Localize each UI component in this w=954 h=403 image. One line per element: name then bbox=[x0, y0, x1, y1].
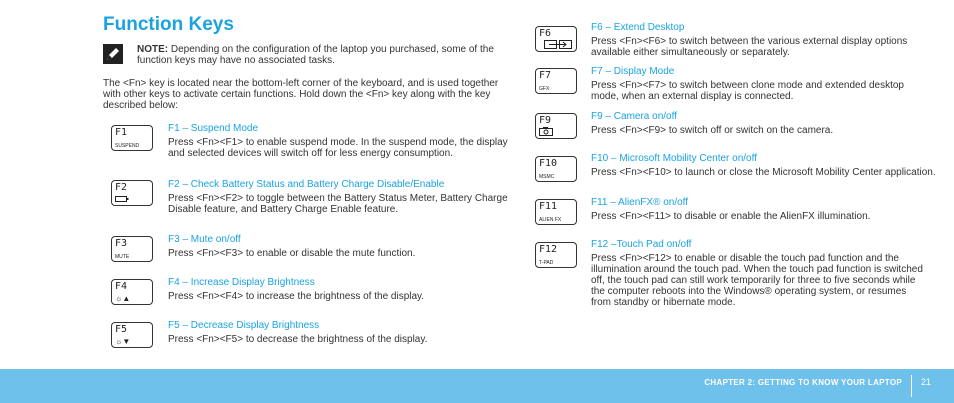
key-label: F7 bbox=[539, 70, 552, 81]
key-f4 bbox=[111, 279, 153, 305]
entry-desc: Press <Fn><F10> to launch or close the Microsoft Mobility Center application. bbox=[591, 167, 936, 178]
entry-heading: F12 –Touch Pad on/off bbox=[591, 239, 692, 250]
key-label: F5 bbox=[115, 324, 128, 335]
footer-divider bbox=[911, 375, 912, 397]
entry-heading: F9 – Camera on/off bbox=[591, 111, 677, 122]
key-label: F11 bbox=[539, 201, 558, 212]
entry-heading: F4 – Increase Display Brightness bbox=[168, 277, 315, 288]
entry-f3 bbox=[168, 234, 508, 259]
entry-desc: Press <Fn><F11> to disable or enable the AlienFX illumination. bbox=[591, 211, 871, 222]
note-text bbox=[137, 44, 515, 66]
entry-f11 bbox=[591, 197, 931, 222]
entry-desc: Press <Fn><F4> to increase the brightness of the display. bbox=[168, 291, 425, 302]
note-body: Depending on the configuration of the laptop you purchased, some of the function keys may have no associated tasks. bbox=[137, 44, 494, 66]
key-label: F6 bbox=[539, 28, 552, 39]
entry-desc: Press <Fn><F6> to switch between the various external display options available either simultaneously or separately. bbox=[591, 36, 908, 58]
key-f1 bbox=[111, 125, 153, 151]
entry-heading: F2 – Check Battery Status and Battery Charge Disable/Enable bbox=[168, 179, 445, 190]
entry-heading: F3 – Mute on/off bbox=[168, 234, 241, 245]
key-f6 bbox=[535, 26, 577, 52]
entry-f12 bbox=[591, 239, 926, 308]
chapter-label: CHAPTER 2: GETTING TO KNOW YOUR LAPTOP bbox=[704, 378, 902, 387]
entry-f10 bbox=[591, 153, 936, 178]
page-footer bbox=[0, 369, 954, 403]
entry-heading: F5 – Decrease Display Brightness bbox=[168, 320, 320, 331]
key-label: F4 bbox=[115, 281, 128, 292]
key-f5 bbox=[111, 322, 153, 348]
entry-desc: Press <Fn><F1> to enable suspend mode. In the suspend mode, the display and selected devices will switch off for less energy consumption. bbox=[168, 137, 508, 159]
entry-heading: F1 – Suspend Mode bbox=[168, 123, 259, 134]
key-sublabel: SUSPEND bbox=[115, 143, 140, 149]
key-sublabel: T-PAD bbox=[539, 260, 554, 266]
intro-paragraph: The <Fn> key is located near the bottom-left corner of the keyboard, and is used together with other keys to activate certain functions. Hold down the <Fn> key along with the key described below: bbox=[103, 78, 499, 111]
entry-desc: Press <Fn><F2> to toggle between the Battery Status Meter, Battery Charge Disable feature, and Battery Charge Enable feature. bbox=[168, 193, 508, 215]
entry-desc: Press <Fn><F12> to enable or disable the touch pad function and the illumination around the touch pad. When the touch pad function is switched off, the touch pad can still work temporarily for three to five seconds while the computer reboots into the Windows® operating system, or resumes from standby or hibernate mode. bbox=[591, 253, 923, 308]
entry-desc: Press <Fn><F3> to enable or disable the mute function. bbox=[168, 248, 416, 259]
key-f12 bbox=[535, 242, 577, 268]
key-sublabel: MSMC bbox=[539, 174, 555, 180]
entry-f6 bbox=[591, 22, 931, 58]
key-label: F2 bbox=[115, 182, 128, 193]
key-f2 bbox=[111, 180, 153, 206]
camera-icon bbox=[539, 127, 553, 136]
entry-heading: F6 – Extend Desktop bbox=[591, 22, 685, 33]
key-f11 bbox=[535, 199, 577, 225]
entry-desc: Press <Fn><F5> to decrease the brightness of the display. bbox=[168, 334, 428, 345]
note-label: NOTE: bbox=[137, 44, 169, 55]
entry-f1 bbox=[168, 123, 508, 159]
entry-heading: F11 – AlienFX® on/off bbox=[591, 197, 689, 208]
key-sublabel: MUTE bbox=[115, 254, 130, 260]
entry-heading: F10 – Microsoft Mobility Center on/off bbox=[591, 153, 757, 164]
entry-f9 bbox=[591, 111, 931, 136]
key-f7 bbox=[535, 68, 577, 94]
key-label: F10 bbox=[539, 158, 558, 169]
key-sublabel: ALIEN FX bbox=[539, 217, 562, 223]
brightness-up-icon: ☼▲ bbox=[115, 294, 131, 303]
page-number: 21 bbox=[921, 377, 932, 387]
key-label: F3 bbox=[115, 238, 128, 249]
brightness-down-icon: ☼▼ bbox=[115, 337, 131, 346]
pencil-note-icon bbox=[103, 44, 123, 64]
key-label: F12 bbox=[539, 244, 558, 255]
key-label: F9 bbox=[539, 115, 552, 126]
extend-desktop-icon bbox=[544, 40, 572, 49]
entry-heading: F7 – Display Mode bbox=[591, 66, 675, 77]
battery-icon bbox=[115, 196, 129, 202]
key-f9 bbox=[535, 113, 577, 139]
entry-f5 bbox=[168, 320, 508, 345]
page-title: Function Keys bbox=[103, 14, 234, 35]
key-label: F1 bbox=[115, 127, 128, 138]
entry-f2 bbox=[168, 179, 513, 215]
key-f3 bbox=[111, 236, 153, 262]
entry-desc: Press <Fn><F9> to switch off or switch on the camera. bbox=[591, 125, 834, 136]
key-f10 bbox=[535, 156, 577, 182]
entry-f7 bbox=[591, 66, 931, 102]
entry-f4 bbox=[168, 277, 508, 302]
entry-desc: Press <Fn><F7> to switch between clone mode and extended desktop mode, when an external display is connected. bbox=[591, 80, 904, 102]
key-sublabel: GFX bbox=[539, 86, 550, 92]
